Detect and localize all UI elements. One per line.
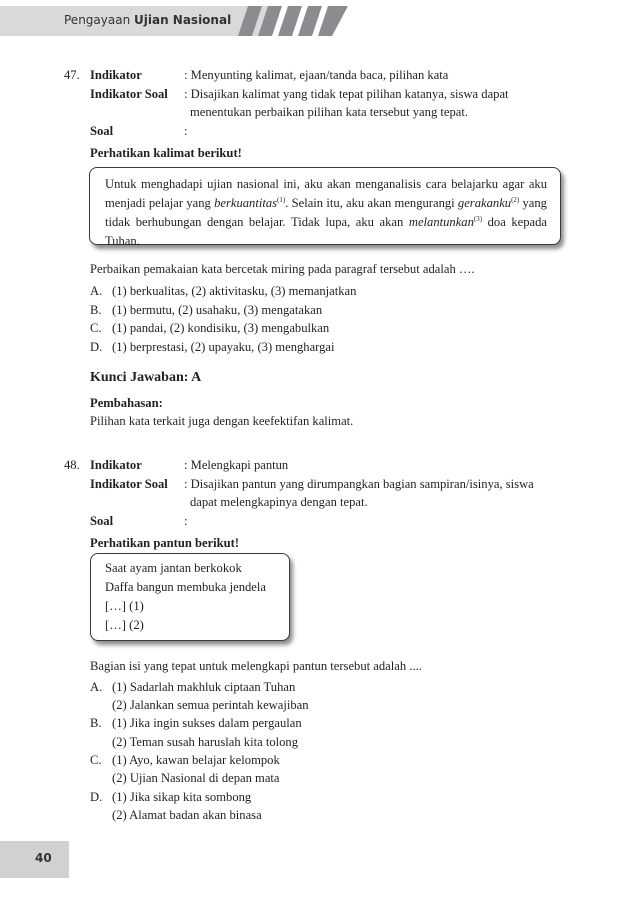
header-prefix: Pengayaan [64,13,134,27]
instruction: Perhatikan pantun berikut! [90,536,240,550]
option-text: (1) berprestasi, (2) upayaku, (3) menghargai [112,340,335,354]
superscript-1: (1) [277,195,286,204]
indikator-soal-label: Indikator Soal [90,477,168,491]
soal-separator: : [184,124,188,138]
indikator-soal-label: Indikator Soal [90,87,168,101]
indikator-soal-line2: dapat melengkapinya dengan tepat. [190,495,368,509]
answer-key: Kunci Jawaban: A [90,370,202,385]
page-header [0,0,638,40]
question-text: Bagian isi yang tepat untuk melengkapi pantun tersebut adalah .... [90,659,422,673]
soal-label: Soal [90,124,114,138]
soal-label: Soal [90,514,114,528]
superscript-2: (2) [511,195,520,204]
indikator-value: : Menyunting kalimat, ejaan/tanda baca, pilihan kata [184,68,449,82]
indikator-label: Indikator [90,68,142,82]
option-line-1: (1) Jika sikap kita sombong [112,790,252,804]
question-text: Perbaikan pemakaian kata bercetak miring pada paragraf tersebut adalah …. [90,262,475,276]
option-line-2: (2) Ujian Nasional di depan mata [112,771,280,785]
indikator-soal-line1: : Disajikan pantun yang dirumpangkan bagian sampiran/isinya, siswa [184,477,534,491]
pantun-line-3: […] (1) [105,599,144,613]
pantun-box [90,553,290,641]
option-line-1: (1) Sadarlah makhluk ciptaan Tuhan [112,680,296,694]
header-title [64,13,231,27]
indikator-value: : Melengkapi pantun [184,458,289,472]
option-letter: B. [90,303,102,317]
header-title-bold: Ujian Nasional [134,13,232,27]
option-line-2: (2) Alamat badan akan binasa [112,808,262,822]
italic-word-1: berkuantitas [214,196,278,210]
indikator-label: Indikator [90,458,142,472]
superscript-3: (3) [473,214,483,223]
pantun-line-2: Daffa bangun membuka jendela [105,580,266,594]
header-stripes-decoration [228,6,348,36]
pantun-lines [105,559,266,635]
option-text: (1) berkualitas, (2) aktivitasku, (3) memanjatkan [112,284,357,298]
option-letter: A. [90,680,103,694]
option-line-1: (1) Jika ingin sukses dalam pergaulan [112,716,302,730]
page-number: 40 [35,851,52,865]
pantun-line-4: […] (2) [105,618,144,632]
option-letter: D. [90,340,103,354]
option-line-2: (2) Teman susah haruslah kita tolong [112,735,299,749]
italic-word-2: gerakanku [457,196,512,210]
passage-part: Untuk menghadapi ujian nasional ini, aku akan menganalisis cara belajarku agar aku menjadi pelajar yang [105,177,547,210]
passage-part: yang tidak berhubungan dengan belajar. Tidak lupa, aku akan [105,196,547,229]
option-line-1: (1) Ayo, kawan belajar kelompok [112,753,280,767]
option-letter: C. [90,753,102,767]
option-line-2: (2) Jalankan semua perintah kewajiban [112,698,309,712]
passage-text [105,175,547,251]
indikator-soal-line2: menentukan perbaikan pilihan kata tersebut yang tepat. [190,105,469,119]
pembahasan-label: Pembahasan: [90,396,163,410]
indikator-soal-line1: : Disajikan kalimat yang tidak tepat pilihan katanya, siswa dapat [184,87,509,101]
question-number: 48. [64,458,80,472]
option-letter: A. [90,284,103,298]
soal-separator: : [184,514,188,528]
passage-part: doa kepada Tuhan. [105,215,548,248]
question-number: 47. [64,68,80,82]
italic-word-3: melantunkan [408,215,474,229]
pantun-line-1: Saat ayam jantan berkokok [105,561,242,575]
option-letter: D. [90,790,103,804]
option-letter: C. [90,321,102,335]
passage-box [89,167,561,248]
instruction: Perhatikan kalimat berikut! [90,146,242,160]
option-text: (1) bermutu, (2) usahaku, (3) mengatakan [112,303,323,317]
option-letter: B. [90,716,102,730]
pembahasan-text: Pilihan kata terkait juga dengan keefektifan kalimat. [90,414,354,428]
option-text: (1) pandai, (2) kondisiku, (3) mengabulkan [112,321,330,335]
passage-part: . Selain itu, aku akan mengurangi [285,196,458,210]
